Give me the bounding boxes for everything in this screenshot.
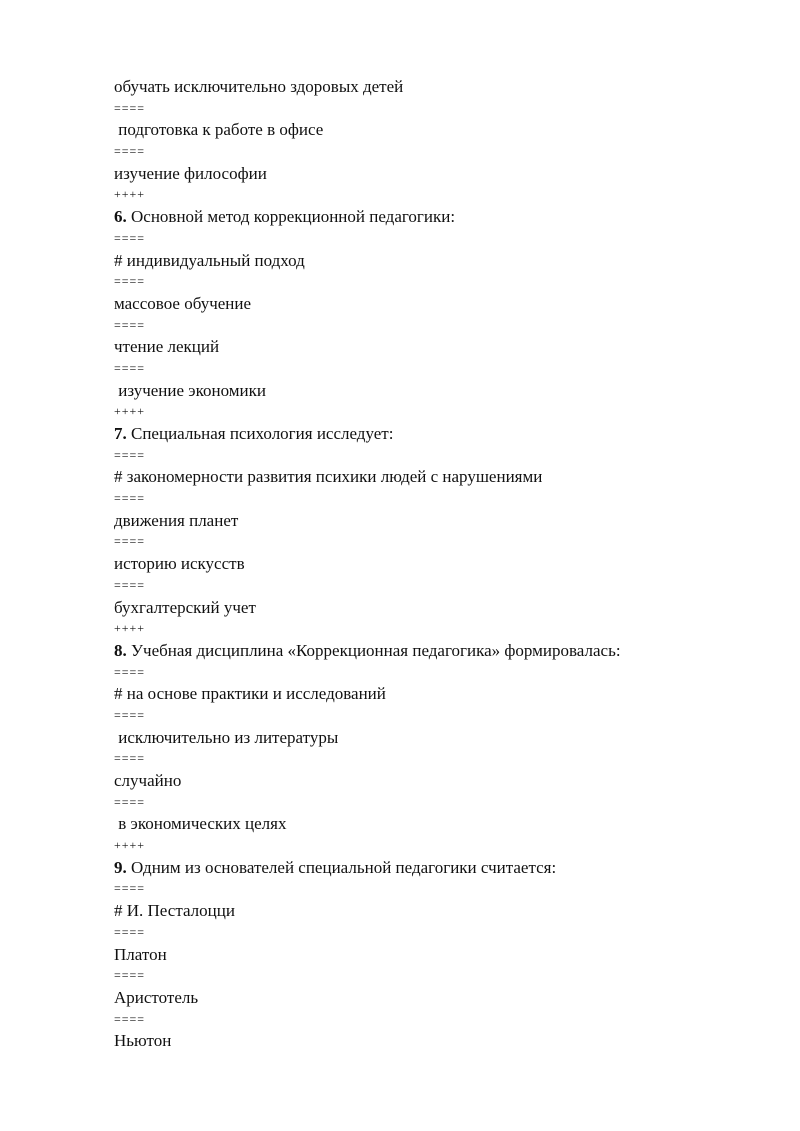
answer-separator: ==== (114, 274, 146, 289)
answer-option: изучение экономики (114, 380, 266, 400)
question-text (114, 640, 754, 662)
question-text (114, 206, 754, 228)
question-separator: ++++ (114, 621, 146, 636)
answer-separator: ==== (114, 491, 146, 506)
question-number: 6. (114, 207, 127, 227)
answer-separator: ==== (114, 317, 146, 332)
answer-separator: ==== (114, 360, 146, 375)
question-label: Одним из основателей специальной педагогики считается: (126, 857, 557, 877)
answer-separator: ==== (114, 1011, 146, 1026)
answer-option: # на основе практики и исследований (114, 684, 386, 704)
question-label: Специальная психология исследует: (126, 424, 394, 443)
answer-option: изучение философии (114, 163, 267, 183)
answer-option: подготовка к работе в офисе (114, 120, 324, 140)
answer-option: Ньютон (114, 1031, 172, 1051)
question-number: 9. (114, 857, 127, 877)
answer-option: в экономических целях (114, 814, 287, 834)
question-label: Учебная дисциплина «Коррекционная педагогика» формировалась: (126, 640, 621, 660)
answer-separator: ==== (114, 664, 146, 679)
answer-separator: ==== (114, 881, 146, 896)
answer-separator: ==== (114, 794, 146, 809)
question-text (114, 423, 754, 445)
answer-option: исключительно из литературы (114, 727, 339, 747)
question-label: Основной метод коррекционной педагогики: (126, 207, 456, 227)
question-separator: ++++ (114, 187, 146, 202)
question-number: 7. (114, 424, 127, 443)
answer-separator: ==== (114, 447, 146, 462)
answer-separator: ==== (114, 534, 146, 549)
answer-option: # индивидуальный подход (114, 250, 305, 270)
answer-option: случайно (114, 771, 182, 790)
answer-separator: ==== (114, 577, 146, 592)
answer-option: Платон (114, 944, 167, 964)
answer-option: чтение лекций (114, 337, 220, 357)
answer-option: # закономерности развития психики людей с нарушениями (114, 467, 543, 487)
question-separator: ++++ (114, 404, 146, 419)
document-page (114, 76, 754, 1052)
answer-separator: ==== (114, 968, 146, 983)
answer-option: Аристотель (114, 987, 199, 1007)
answer-option: # И. Песталоцци (114, 901, 235, 921)
answer-separator: ==== (114, 707, 146, 722)
answer-separator: ==== (114, 100, 146, 115)
answer-option: обучать исключительно здоровых детей (114, 77, 404, 96)
answer-option: бухгалтерский учет (114, 597, 256, 617)
answer-option: движения планет (114, 510, 239, 530)
answer-separator: ==== (114, 924, 146, 939)
answer-option: историю искусств (114, 554, 245, 574)
answer-option: массовое обучение (114, 293, 252, 313)
question-number: 8. (114, 640, 127, 660)
answer-separator: ==== (114, 751, 146, 766)
answer-separator: ==== (114, 230, 146, 245)
question-text (114, 857, 754, 879)
question-separator: ++++ (114, 838, 146, 853)
answer-separator: ==== (114, 144, 146, 159)
